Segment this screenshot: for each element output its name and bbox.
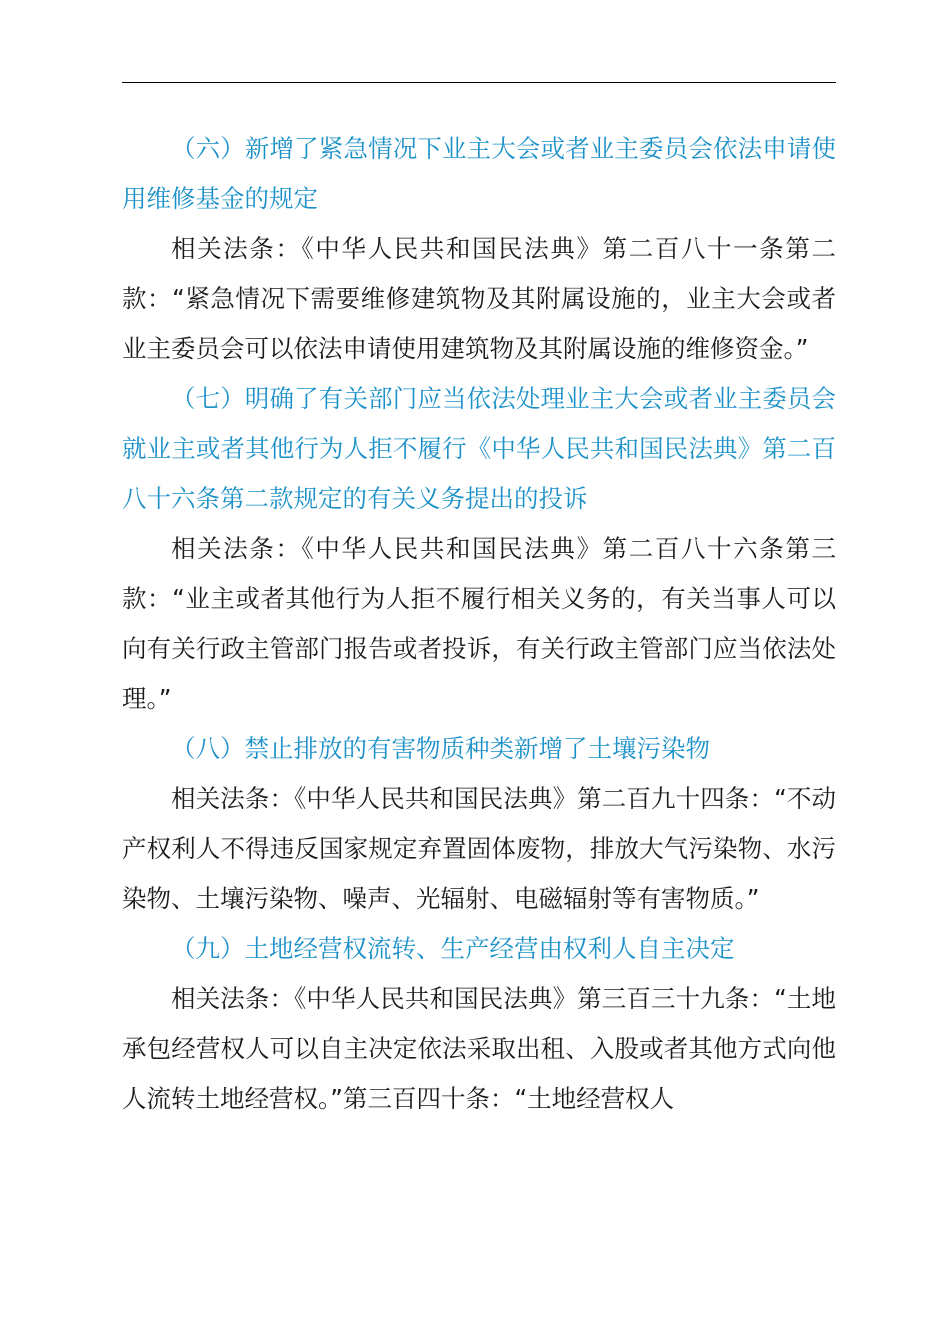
section-body-6: 相关法条：《中华人民共和国民法典》第二百八十一条第二款：“紧急情况下需要维修建筑物及其附属设施的，业主大会或者业主委员会可以依法申请使用建筑物及其附属设施的维修资金。” bbox=[122, 234, 836, 363]
header-rule bbox=[122, 82, 836, 83]
section-body-8: 相关法条：《中华人民共和国民法典》第二百九十四条：“不动产权利人不得违反国家规定弃置固体废物，排放大气污染物、水污染物、土壤污染物、噪声、光辐射、电磁辐射等有害物质。” bbox=[122, 784, 836, 913]
section-body-7: 相关法条：《中华人民共和国民法典》第二百八十六条第三款：“业主或者其他行为人拒不履行相关义务的，有关当事人可以向有关行政主管部门报告或者投诉，有关行政主管部门应当依法处理。” bbox=[122, 534, 836, 713]
section-heading-9: （九）土地经营权流转、生产经营由权利人自主决定 bbox=[171, 934, 735, 963]
section-heading-8: （八）禁止排放的有害物质种类新增了土壤污染物 bbox=[171, 734, 710, 763]
section-heading-6: （六）新增了紧急情况下业主大会或者业主委员会依法申请使用维修基金的规定 bbox=[122, 134, 836, 213]
section-heading-7: （七）明确了有关部门应当依法处理业主大会或者业主委员会就业主或者其他行为人拒不履行《中华人民共和国民法典》第二百八十六条第二款规定的有关义务提出的投诉 bbox=[122, 384, 836, 513]
section-body-9: 相关法条：《中华人民共和国民法典》第三百三十九条：“土地承包经营权人可以自主决定依法采取出租、入股或者其他方式向他人流转土地经营权。”第三百四十条：“土地经营权人 bbox=[122, 984, 836, 1113]
document-body bbox=[122, 124, 836, 1124]
